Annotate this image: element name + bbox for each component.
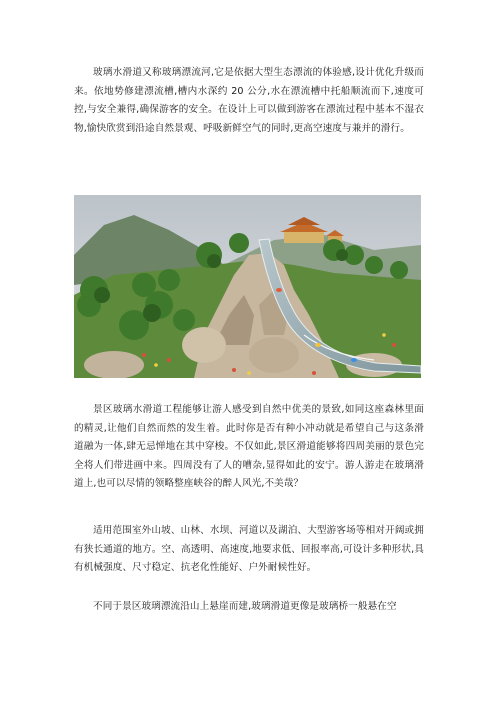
pavilion bbox=[284, 231, 324, 243]
paragraph-compare: 不同于景区玻璃漂流沿山上悬崖而建,玻璃滑道更像是玻璃桥一般悬在空 bbox=[93, 601, 397, 612]
scenery-illustration bbox=[74, 195, 421, 378]
paragraph-scenery: 景区玻璃水滑道工程能够让游人感受到自然中优美的景致,如同这座森林里面的精灵,让他们自然而然的发生着。此时你是否有种小冲动就是希望自己与这条滑道融为一体,肆无忌惮地在其中穿梭。不仅如此,景区滑道能够将四周美丽的景色完全将人们带进画中来。四周没有了人的嘈杂,显得如此的安宁。游人游走在玻璃滑道上,也可以尽情的领略整座峡谷的醉人风光,不美哉？ bbox=[74, 404, 424, 490]
paragraph-scope: 适用范围室外山坡、山林、水坝、河道以及湖泊、大型游客场等相对开阔或拥有狭长通道的地方。空、高透明、高速度,地要求低、回报率高,可设计多种形状,具有机械强度、尺寸稳定、抗老化性能好、户外耐候性好。 bbox=[74, 525, 424, 574]
slide-scenery-photo bbox=[74, 195, 421, 378]
paragraph-intro: 玻璃水滑道又称玻璃漂流河,它是依据大型生态漂流的体验感,设计优化升级而来。依地势修建漂流槽,槽内水深约 20 公分,水在漂流槽中托船顺流而下,速度可控,与安全兼得,确保游客的安全。在设计上可以做到游客在漂流过程中基本不湿衣物,愉快欣赏到沿途自然景观、呼吸新鲜空气的同时,更高空速度与兼并的滑行。 bbox=[74, 67, 424, 134]
